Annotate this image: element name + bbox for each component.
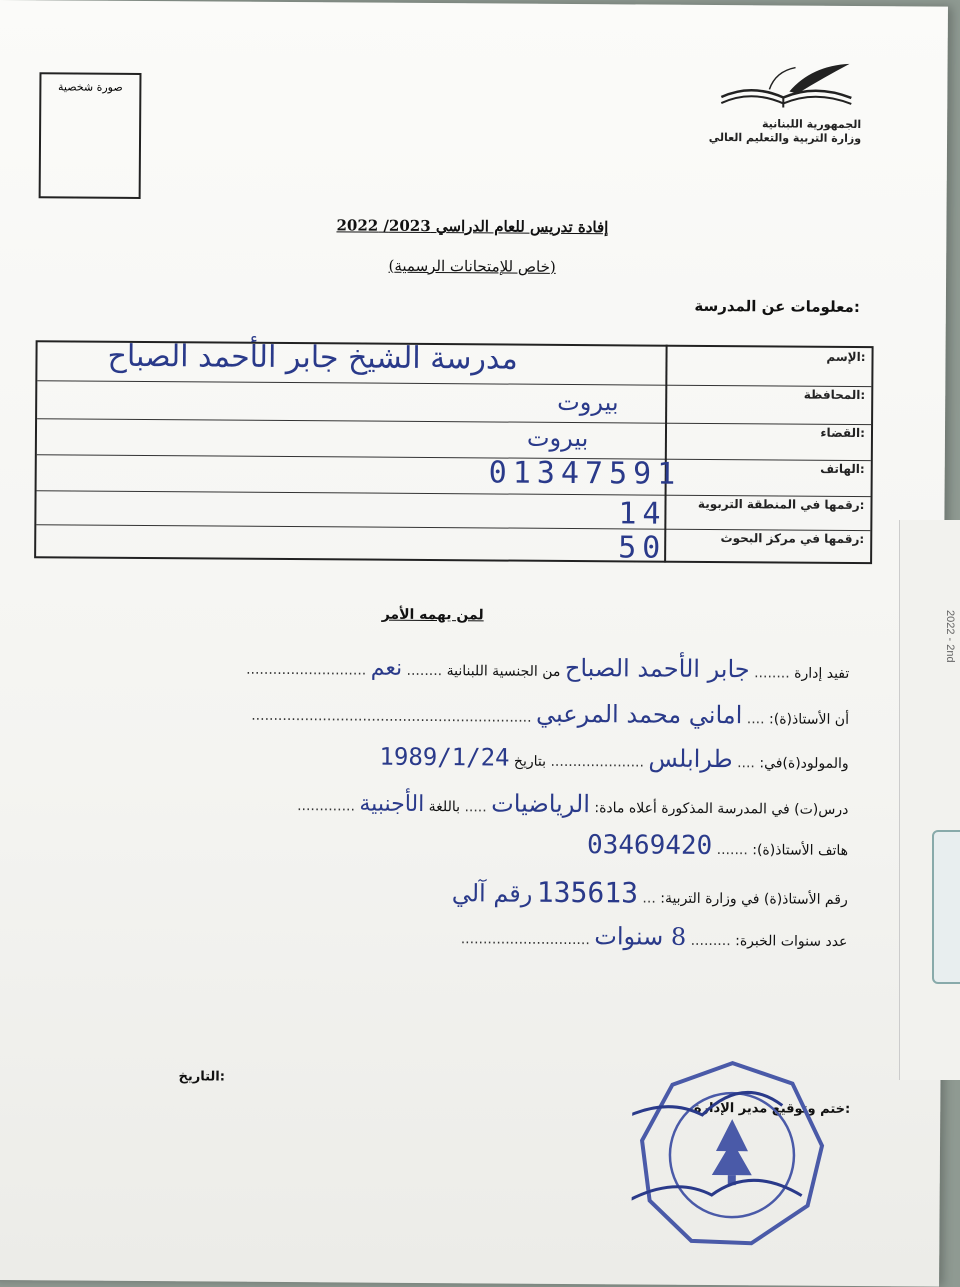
- cedar-icon: [712, 1119, 752, 1175]
- row-label-edu-region: رقمها في المنطقة التربوية:: [697, 496, 865, 513]
- row-label-research-center: رقمها في مركز البحوث:: [720, 531, 865, 547]
- row-label-phone: الهاتف:: [820, 461, 865, 477]
- cert-line-1: تفيد إدارة ........ جابر الأحمد الصباح من الجنسية اللبنانية ........ نعم ...........................: [246, 653, 850, 684]
- line2-prefix: أن الأستاذ(ة):: [769, 711, 850, 728]
- handwritten-nationality: نعم: [370, 655, 403, 681]
- handwritten-birth-date: 1989/1/24: [379, 742, 510, 772]
- cert-line-3: والمولود(ة)في: .... طرابلس ..................... بتاريخ 1989/1/24: [379, 742, 849, 774]
- handwritten-subject: الرياضيات: [491, 789, 591, 819]
- handwritten-school-name: مدرسة الشيخ جابر الأحمد الصباح: [107, 338, 518, 377]
- cert-line-7: عدد سنوات الخبرة: ......... 8 سنوات .............................: [460, 922, 848, 951]
- to-whom-heading: لمن يهمه الأمر: [381, 606, 484, 624]
- cert-line-6: رقم الأستاذ(ة) في وزارة التربية: ... 135613 رقم آلي: [451, 875, 848, 910]
- document-subtitle: (خاص للإمتحانات الرسمية): [388, 256, 556, 276]
- line1-prefix: تفيد إدارة: [794, 665, 850, 682]
- logo-line-ministry: وزارة التربية والتعليم العالي: [708, 130, 862, 146]
- handwritten-research-center: 50: [618, 530, 667, 566]
- handwritten-birth-place: طرابلس: [648, 744, 733, 774]
- handwritten-school: جابر الأحمد الصباح: [564, 653, 750, 684]
- line4-prefix: درس(ت) في المدرسة المذكورة أعلاه مادة:: [594, 800, 849, 818]
- document-title: إفادة تدريس للعام الدراسي 2023/ 2022: [336, 216, 609, 237]
- line1-mid: من الجنسية اللبنانية: [446, 663, 561, 680]
- photo-label: صورة شخصية: [58, 80, 123, 94]
- cert-line-4: درس(ت) في المدرسة المذكورة أعلاه مادة: الرياضيات ..... باللغة الأجنبية .............: [297, 789, 849, 819]
- cert-line-2: أن الأستاذ(ة): .... اماني محمد المرعبي ...............................................................: [251, 699, 850, 730]
- handwritten-teacher-phone: 03469420: [586, 830, 713, 861]
- signature-label: ختم وتوقيع مدير الإدارة:: [693, 1100, 851, 1117]
- handwritten-ministry-number: 135613: [536, 875, 639, 910]
- line4-mid: باللغة: [428, 799, 461, 816]
- line5-prefix: هاتف الأستاذ(ة):: [752, 842, 849, 859]
- handwritten-language: الأجنبية: [359, 791, 425, 817]
- school-stamp: [631, 1054, 832, 1255]
- logo-line-republic: الجمهورية اللبنانية: [761, 117, 862, 132]
- line3-mid: بتاريخ: [513, 753, 547, 770]
- background-sheet: [899, 520, 960, 1080]
- handwritten-governorate: بيروت: [557, 387, 619, 417]
- photo-box: [39, 72, 142, 199]
- handwritten-district: بيروت: [526, 423, 589, 453]
- side-badge: [932, 830, 960, 984]
- signature-scribble-2: [631, 1179, 802, 1205]
- handwritten-auto-number-note: رقم آلي: [451, 879, 533, 908]
- line7-prefix: عدد سنوات الخبرة:: [735, 933, 848, 950]
- row-label-name: الإسم:: [826, 349, 866, 365]
- table-row: [36, 524, 870, 564]
- book-pen-icon: [711, 61, 861, 114]
- row-label-governorate: المحافظة:: [803, 387, 866, 403]
- line6-prefix: رقم الأستاذ(ة) في وزارة التربية:: [660, 890, 848, 908]
- handwritten-teacher-name: اماني محمد المرعبي: [536, 699, 743, 730]
- line3-prefix: والمولود(ة)في:: [759, 755, 849, 772]
- cert-line-5: هاتف الأستاذ(ة): ....... 03469420: [586, 830, 849, 861]
- handwritten-experience: 8 سنوات: [594, 922, 687, 951]
- side-sheet-text: 2022 - 2nd: [944, 610, 956, 663]
- date-label: التاريخ:: [178, 1069, 226, 1085]
- handwritten-edu-region: 14: [618, 496, 667, 532]
- handwritten-phone: 01347591: [488, 455, 682, 492]
- school-info-heading: معلومات عن المدرسة:: [694, 296, 860, 317]
- row-label-district: القضاء:: [820, 425, 866, 441]
- ministry-logo: [708, 61, 862, 148]
